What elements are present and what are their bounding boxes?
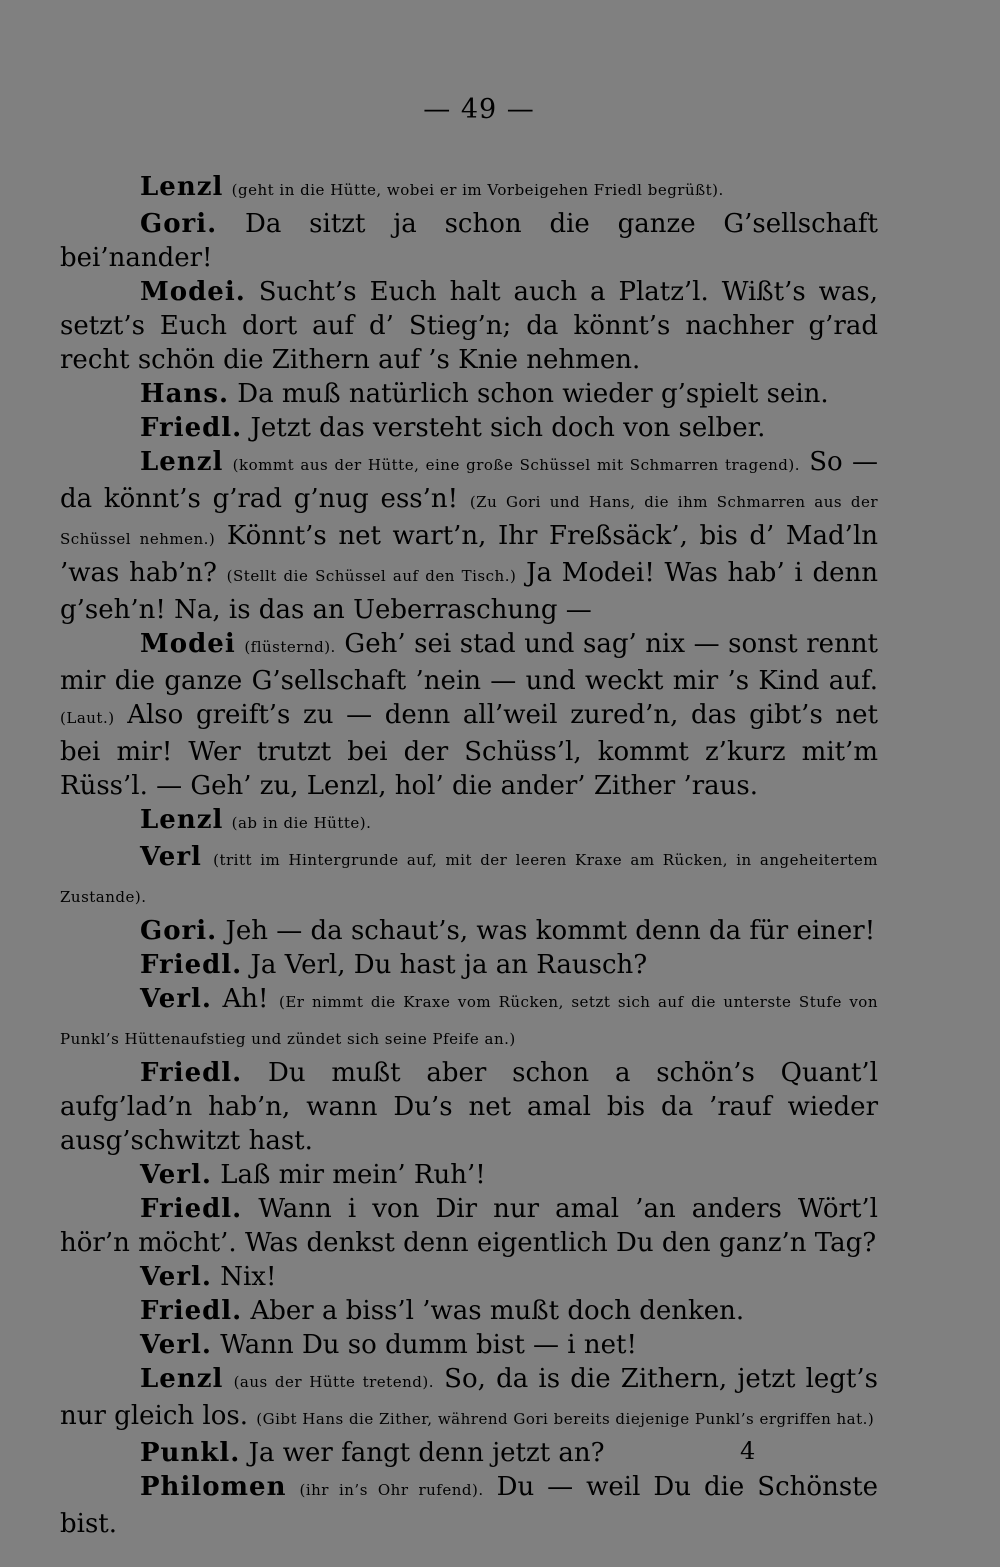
speaker-name: Modei. [140,277,246,307]
stage-direction: (Laut.) [60,709,115,727]
stage-direction: (geht in die Hütte, wobei er im Vorbeigehen Friedl begrüßt). [231,181,724,199]
dialogue-paragraph [60,1158,878,1192]
dialogue-text: Sucht’s Euch halt auch a Platz’l. Wißt’s was, setzt’s Euch dort auf d’ Stieg’n; da könnt’s nachher g’rad recht schön die Zithern auf ’s Knie nehmen. [60,277,879,375]
dialogue-text: Ah! [222,984,269,1014]
dialogue-paragraph [60,377,878,411]
dialogue-paragraph [60,1362,878,1436]
speaker-name: Lenzl [140,1364,224,1394]
dialogue-text: Wann Du so dumm bist — i net! [220,1330,637,1360]
dialogue-paragraph [60,1294,878,1328]
text-body [60,170,878,1541]
dialogue-paragraph [60,1470,878,1541]
dialogue-text: Ja Verl, Du hast ja an Rausch? [250,950,648,980]
stage-direction: (flüsternd). [244,638,336,656]
speaker-name: Friedl. [140,413,243,443]
stage-direction: (ihr in’s Ohr rufend). [299,1481,484,1499]
stage-direction: (Gibt Hans die Zither, während Gori bereits diejenige Punkl’s ergriffen hat.) [256,1410,875,1428]
dialogue-paragraph [60,982,878,1056]
speaker-name: Verl. [140,984,212,1014]
dialogue-paragraph [60,170,878,207]
speaker-name: Verl. [140,1330,212,1360]
dialogue-paragraph [60,803,878,840]
dialogue-text: Jetzt das versteht sich doch von selber. [250,413,766,443]
stage-direction: (kommt aus der Hütte, eine große Schüssel mit Schmarren tragend). [232,456,800,474]
stage-direction: (ab in die Hütte). [231,814,372,832]
speaker-name: Friedl. [140,1058,243,1088]
dialogue-text: Du — weil Du die Schönste bist. [60,1472,878,1539]
dialogue-text: Jeh — da schaut’s, was kommt denn da für einer! [225,916,876,946]
dialogue-text: Aber a biss’l ’was mußt doch denken. [250,1296,745,1326]
speaker-name: Philomen [140,1472,287,1502]
dialogue-text: So, da is die Zithern, jetzt legt’s nur gleich los. [60,1364,878,1431]
dialogue-text: Ja Modei! Was hab’ i denn g’seh’n! Na, is das an Ueberraschung — [60,558,879,625]
speaker-name: Friedl. [140,950,243,980]
stage-direction: (tritt im Hintergrunde auf, mit der leeren Kraxe am Rücken, in angeheitertem Zustande). [60,851,879,906]
dialogue-paragraph [60,948,878,982]
dialogue-text: Geh’ sei stad und sag’ nix — sonst rennt mir die ganze G’sellschaft ’nein — und weckt mir ’s Kind auf. [60,629,879,696]
speaker-name: Punkl. [140,1438,241,1468]
speaker-name: Verl. [140,1160,212,1190]
dialogue-text: Könnt’s net wart’n, Ihr Freßsäck’, bis d’ Mad’ln ’was hab’n? [60,521,879,588]
dialogue-text: So — da könnt’s g’rad g’nug ess’n! [60,447,878,514]
speaker-name: Lenzl [140,172,224,202]
dialogue-text: Da muß natürlich schon wieder g’spielt sein. [237,379,829,409]
stage-direction: (aus der Hütte tretend). [233,1373,434,1391]
speaker-name: Hans. [140,379,230,409]
stage-direction: (Er nimmt die Kraxe vom Rücken, setzt sich auf die unterste Stufe von Punkl’s Hüttenaufstieg und zündet sich seine Pfeife an.) [60,993,879,1048]
dialogue-paragraph [60,411,878,445]
dialogue-paragraph [60,1436,878,1470]
speaker-name: Verl. [140,1262,212,1292]
speaker-name: Verl [140,842,202,872]
dialogue-paragraph [60,275,878,377]
dialogue-paragraph [60,1192,878,1260]
dialogue-text: Da sitzt ja schon die ganze G’sellschaft bei’nander! [60,209,879,273]
stage-direction: (Zu Gori und Hans, die ihm Schmarren aus der Schüssel nehmen.) [60,493,878,548]
dialogue-paragraph [60,914,878,948]
speaker-name: Modei [140,629,236,659]
dialogue-text: Nix! [220,1262,277,1292]
signature-mark: 4 [740,1437,756,1465]
dialogue-paragraph [60,1260,878,1294]
dialogue-paragraph [60,445,878,627]
speaker-name: Friedl. [140,1296,243,1326]
speaker-name: Gori. [140,209,218,239]
dialogue-text: Du mußt aber schon a schön’s Quant’l aufg’lad’n hab’n, wann Du’s net amal bis da ’rauf wieder ausg’schwitzt hast. [60,1058,878,1156]
dialogue-text: Laß mir mein’ Ruh’! [220,1160,486,1190]
dialogue-paragraph [60,207,878,275]
page-number: — 49 — [423,94,535,125]
dialogue-paragraph [60,627,878,803]
speaker-name: Friedl. [140,1194,243,1224]
stage-direction: (Stellt die Schüssel auf den Tisch.) [226,567,517,585]
dialogue-text: Wann i von Dir nur amal ’an anders Wört’l hör’n möcht’. Was denkst denn eigentlich Du den ganz’n Tag? [60,1194,878,1258]
speaker-name: Gori. [140,916,218,946]
dialogue-text: Ja wer fangt denn jetzt an? [248,1438,605,1468]
speaker-name: Lenzl [140,447,224,477]
dialogue-text: Also greift’s zu — denn all’weil zured’n, das gibt’s net bei mir! Wer trutzt bei der Schüss’l, kommt z’kurz mit’m Rüss’l. — Geh’ zu, Lenzl, hol’ die ander’ Zither ’raus. [60,700,878,801]
dialogue-paragraph [60,840,878,914]
dialogue-paragraph [60,1328,878,1362]
dialogue-paragraph [60,1056,878,1158]
speaker-name: Lenzl [140,805,224,835]
